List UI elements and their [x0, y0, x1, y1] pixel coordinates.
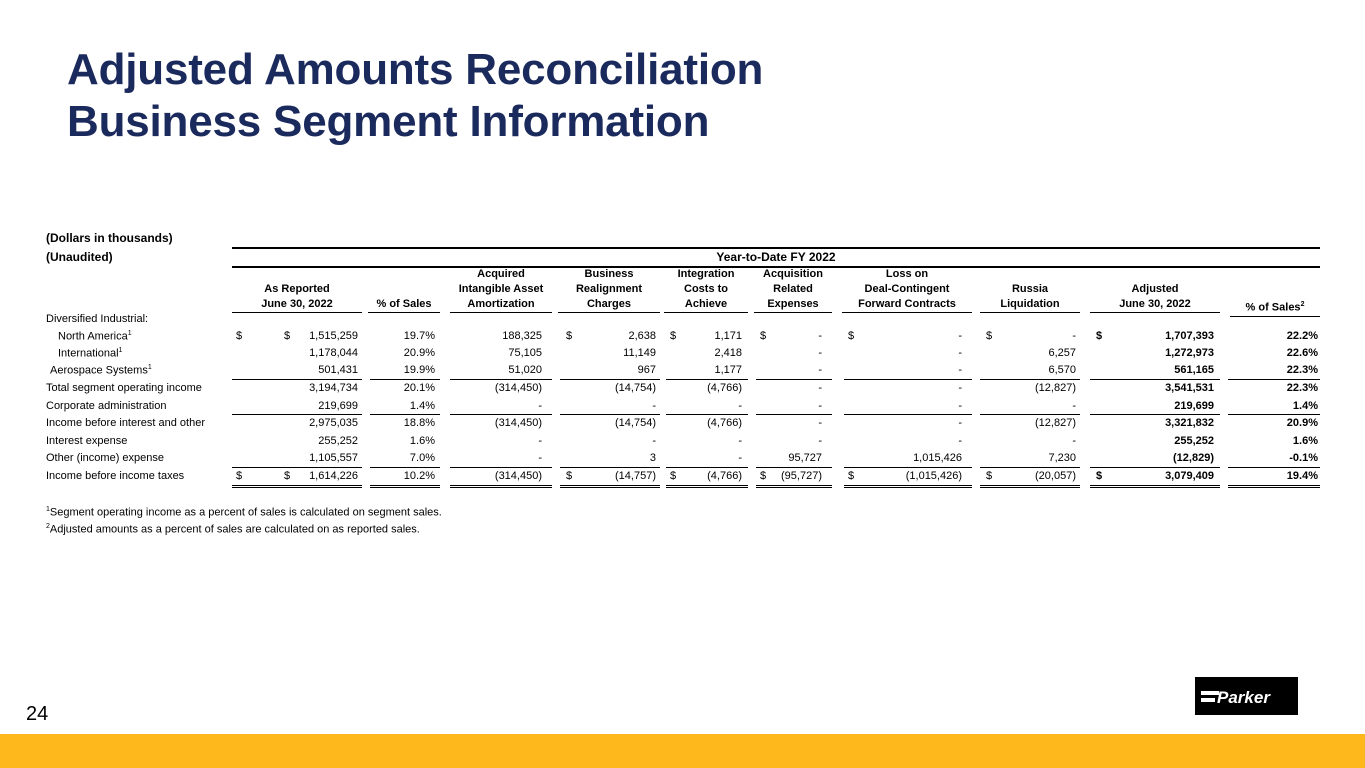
table-row — [0, 364, 1365, 380]
column-header-line: Liquidation — [1000, 298, 1060, 310]
column-header-line: Loss on — [885, 268, 929, 280]
cell-value: (314,450) — [494, 417, 542, 429]
cell-value: 1,177 — [714, 364, 742, 376]
period-header: Year-to-Date FY 2022 — [232, 247, 1320, 268]
cell-value: (1,015,426) — [905, 470, 962, 482]
dollar-sign: $ — [566, 330, 573, 342]
row-label: Aerospace Systems$^1$ — [50, 364, 152, 377]
column-header-line: Business — [584, 268, 634, 280]
column-header — [368, 297, 440, 313]
row-label: Income before income taxes — [46, 470, 185, 482]
table-rule — [232, 467, 362, 468]
table-rule — [980, 485, 1080, 488]
row-label: Income before interest and other — [46, 417, 205, 429]
dollar-sign: $ — [1096, 470, 1103, 482]
cell-value: 3,194,734 — [309, 382, 358, 394]
cell-value: 1,171 — [714, 330, 742, 342]
cell-value: - — [652, 400, 656, 412]
dollar-sign: $ — [848, 330, 855, 342]
table-rule — [844, 414, 972, 415]
cell-value: 22.3% — [1286, 364, 1318, 376]
table-rule — [666, 379, 748, 380]
cell-value: 3,079,409 — [1165, 470, 1214, 482]
table-rule — [370, 467, 440, 468]
table-rule — [1228, 379, 1320, 380]
cell-value: - — [818, 382, 822, 394]
table-rule — [560, 485, 660, 488]
cell-value: (20,057) — [1035, 470, 1076, 482]
table-rule — [450, 414, 552, 415]
column-header-line: Intangible Asset — [458, 283, 544, 295]
cell-value: 22.3% — [1286, 382, 1318, 394]
cell-value: (4,766) — [707, 470, 742, 482]
footnote-2: $^2$Adjusted amounts as a percent of sales are calculated on as reported sales. — [46, 523, 420, 536]
cell-value: - — [538, 400, 542, 412]
cell-value: 2,638 — [628, 330, 656, 342]
column-header-line: Realignment — [575, 283, 642, 295]
row-label: Corporate administration — [46, 400, 167, 412]
table-rule — [1090, 379, 1220, 380]
audit-note: (Unaudited) — [46, 250, 113, 264]
table-rule — [232, 379, 362, 380]
cell-value: 20.9% — [403, 347, 435, 359]
cell-value: (314,450) — [494, 382, 542, 394]
column-header — [232, 282, 362, 313]
table-rule — [844, 485, 972, 488]
table-rule — [450, 379, 552, 380]
column-header-line: June 30, 2022 — [1119, 298, 1191, 310]
cell-value: - — [818, 364, 822, 376]
column-header-line: Expenses — [767, 298, 819, 310]
column-header-line: As Reported — [264, 283, 330, 295]
cell-value: 3,321,832 — [1165, 417, 1214, 429]
cell-value: 51,020 — [508, 364, 542, 376]
title-line-2: Business Segment Information — [67, 97, 710, 146]
row-label: Interest expense — [46, 435, 128, 447]
table-rule — [756, 379, 832, 380]
cell-value: 2,418 — [714, 347, 742, 359]
slide-title — [67, 44, 763, 148]
column-header-line: Amortization — [467, 298, 535, 310]
cell-value: (14,754) — [615, 417, 656, 429]
cell-value: 1.6% — [1292, 435, 1318, 447]
cell-value: - — [1072, 330, 1076, 342]
column-header-line: Achieve — [684, 298, 728, 310]
cell-value: (12,827) — [1035, 382, 1076, 394]
column-header-line: Acquired — [477, 268, 525, 280]
page-number: 24 — [26, 703, 49, 725]
cell-value: - — [958, 330, 962, 342]
table-rule — [756, 467, 832, 468]
row-label: International$^1$ — [58, 347, 123, 360]
column-header — [450, 267, 552, 313]
cell-value: (4,766) — [707, 382, 742, 394]
cell-value: 1.4% — [409, 400, 435, 412]
table-rule — [232, 485, 362, 488]
cell-value: 1.6% — [409, 435, 435, 447]
footnote-1: $^1$Segment operating income as a percent of sales is calculated on segment sales. — [46, 506, 442, 519]
cell-value: - — [818, 417, 822, 429]
dollar-sign: $ — [670, 470, 677, 482]
dollar-sign: $ — [284, 330, 291, 342]
cell-value: 1,614,226 — [309, 470, 358, 482]
cell-value: 1,015,426 — [913, 452, 962, 464]
table-rule — [1090, 485, 1220, 488]
table-row — [0, 382, 1365, 398]
cell-value: - — [818, 330, 822, 342]
cell-value: (12,827) — [1035, 417, 1076, 429]
column-header-line: % of Sales — [376, 298, 432, 310]
table-rule — [1090, 467, 1220, 468]
footer-bar — [0, 734, 1365, 768]
cell-value: 255,252 — [1174, 435, 1214, 447]
cell-value: 501,431 — [318, 364, 358, 376]
table-rule — [844, 379, 972, 380]
table-rule — [980, 467, 1080, 468]
table-rule — [980, 379, 1080, 380]
table-rule — [450, 467, 552, 468]
column-header-line: % of Sales$^2$ — [1245, 301, 1305, 314]
cell-value: 22.6% — [1286, 347, 1318, 359]
table-row — [0, 470, 1365, 486]
cell-value: 7.0% — [409, 452, 435, 464]
cell-value: 20.1% — [403, 382, 435, 394]
column-header — [842, 267, 972, 313]
cell-value: - — [818, 435, 822, 447]
cell-value: - — [958, 364, 962, 376]
cell-value: 20.9% — [1286, 417, 1318, 429]
parker-logo — [1195, 677, 1298, 715]
table-row — [0, 347, 1365, 363]
column-header — [664, 267, 748, 313]
cell-value: - — [818, 400, 822, 412]
row-label: Total segment operating income — [46, 382, 202, 394]
table-rule — [450, 485, 552, 488]
cell-value: - — [738, 400, 742, 412]
table-rule — [1228, 485, 1320, 488]
cell-value: 10.2% — [403, 470, 435, 482]
table-rule — [756, 485, 832, 488]
cell-value: 75,105 — [508, 347, 542, 359]
cell-value: (95,727) — [781, 470, 822, 482]
cell-value: -0.1% — [1289, 452, 1318, 464]
cell-value: 967 — [637, 364, 656, 376]
column-header-line: Russia — [1011, 283, 1049, 295]
table-rule — [666, 485, 748, 488]
cell-value: (12,829) — [1173, 452, 1214, 464]
table-rule — [1228, 467, 1320, 468]
cell-value: - — [1072, 435, 1076, 447]
cell-value: - — [958, 400, 962, 412]
column-header — [558, 267, 660, 313]
row-label: Other (income) expense — [46, 452, 164, 464]
dollar-sign: $ — [236, 330, 243, 342]
cell-value: (14,757) — [615, 470, 656, 482]
cell-value: - — [538, 435, 542, 447]
dollar-sign: $ — [236, 470, 243, 482]
cell-value: 6,570 — [1048, 364, 1076, 376]
table-rule — [1090, 414, 1220, 415]
cell-value: 11,149 — [623, 347, 656, 359]
column-header-line: Charges — [586, 298, 632, 310]
table-rule — [370, 485, 440, 488]
table-row — [0, 452, 1365, 468]
cell-value: 6,257 — [1048, 347, 1076, 359]
cell-value: 22.2% — [1286, 330, 1318, 342]
cell-value: (4,766) — [707, 417, 742, 429]
dollar-sign: $ — [986, 470, 993, 482]
dollar-sign: $ — [986, 330, 993, 342]
cell-value: 1,515,259 — [309, 330, 358, 342]
units-note: (Dollars in thousands) — [46, 231, 173, 245]
table-rule — [1228, 414, 1320, 415]
cell-value: 188,325 — [502, 330, 542, 342]
cell-value: 3,541,531 — [1165, 382, 1214, 394]
cell-value: 219,699 — [318, 400, 358, 412]
column-header-line: June 30, 2022 — [261, 298, 333, 310]
dollar-sign: $ — [760, 470, 767, 482]
cell-value: 3 — [649, 452, 656, 464]
logo-wordmark: Parker — [1217, 688, 1270, 707]
cell-value: (14,754) — [615, 382, 656, 394]
cell-value: 1,707,393 — [1165, 330, 1214, 342]
dollar-sign: $ — [760, 330, 767, 342]
dollar-sign: $ — [1096, 330, 1103, 342]
cell-value: - — [1072, 400, 1076, 412]
table-row — [0, 435, 1365, 451]
column-header-line: Integration — [677, 268, 735, 280]
column-header-line: Acquisition — [763, 268, 823, 280]
table-rule — [666, 467, 748, 468]
table-rule — [560, 414, 660, 415]
cell-value: (314,450) — [494, 470, 542, 482]
column-header — [1090, 282, 1220, 313]
dollar-sign: $ — [566, 470, 573, 482]
dollar-sign: $ — [284, 470, 291, 482]
table-rule — [232, 414, 362, 415]
table-rule — [560, 379, 660, 380]
table-rule — [370, 379, 440, 380]
cell-value: 1,272,973 — [1165, 347, 1214, 359]
table-rule — [844, 467, 972, 468]
section-label: Diversified Industrial: — [46, 313, 149, 325]
cell-value: 19.4% — [1286, 470, 1318, 482]
table-rule — [370, 414, 440, 415]
title-line-1: Adjusted Amounts Reconciliation — [67, 45, 764, 94]
column-header — [754, 267, 832, 313]
cell-value: 1,105,557 — [309, 452, 358, 464]
row-label: North America$^1$ — [58, 330, 132, 343]
cell-value: - — [538, 452, 542, 464]
cell-value: 7,230 — [1048, 452, 1076, 464]
cell-value: 1.4% — [1292, 400, 1318, 412]
cell-value: - — [958, 347, 962, 359]
cell-value: - — [652, 435, 656, 447]
dollar-sign: $ — [670, 330, 677, 342]
cell-value: - — [818, 347, 822, 359]
cell-value: 19.7% — [403, 330, 435, 342]
column-header — [980, 282, 1080, 313]
table-rule — [980, 414, 1080, 415]
cell-value: 2,975,035 — [309, 417, 358, 429]
cell-value: 561,165 — [1174, 364, 1214, 376]
cell-value: - — [958, 417, 962, 429]
cell-value: - — [738, 435, 742, 447]
table-rule — [560, 467, 660, 468]
cell-value: 1,178,044 — [309, 347, 358, 359]
column-header-line: Adjusted — [1131, 283, 1179, 295]
cell-value: - — [738, 452, 742, 464]
column-header-line: Costs to — [684, 283, 728, 295]
dollar-sign: $ — [848, 470, 855, 482]
table-rule — [666, 414, 748, 415]
cell-value: - — [958, 435, 962, 447]
table-row — [0, 330, 1365, 346]
column-header-line: Related — [773, 283, 813, 295]
cell-value: 219,699 — [1174, 400, 1214, 412]
cell-value: - — [958, 382, 962, 394]
cell-value: 19.9% — [403, 364, 435, 376]
column-header-line: Forward Contracts — [858, 298, 956, 310]
table-row — [0, 417, 1365, 433]
table-rule — [756, 414, 832, 415]
cell-value: 18.8% — [403, 417, 435, 429]
cell-value: 255,252 — [318, 435, 358, 447]
cell-value: 95,727 — [788, 452, 822, 464]
column-header-line: Deal-Contingent — [864, 283, 950, 295]
